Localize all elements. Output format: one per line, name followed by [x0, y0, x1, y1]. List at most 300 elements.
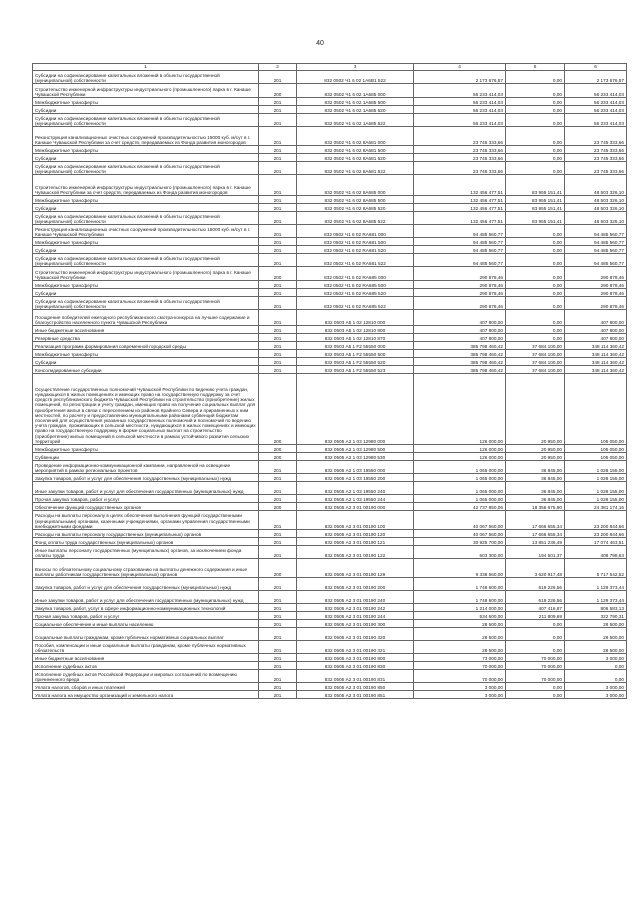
row-approved-amount: 28 500,00 [414, 641, 506, 654]
row-approved-amount: 56 233 414,03 [414, 114, 506, 127]
row-admin-code: 200 [259, 453, 297, 461]
row-unexecuted-amount: 3 000,00 [565, 654, 627, 662]
row-name: Межбюджетные трансферты [33, 146, 259, 154]
table-row [33, 591, 627, 604]
row-unexecuted-amount: 48 503 326,10 [565, 175, 627, 196]
row-executed-amount: 0,00 [506, 691, 565, 699]
row-unexecuted-amount: 1 028 155,00 [565, 495, 627, 503]
row-executed-amount: 37 684 100,00 [506, 366, 565, 374]
row-admin-code: 201 [259, 358, 297, 366]
row-name: Прочая закупка товаров, работ и услуг [33, 612, 259, 620]
row-approved-amount: 407 800,00 [414, 310, 506, 326]
table-row [33, 162, 627, 175]
row-admin-code: 201 [259, 683, 297, 691]
row-classification-code: 832 0505 А2 3 01 00190 831 [297, 670, 414, 683]
row-name: Субсидии на софинансирование капитальных вложений в объекты государственной (муниципальной) собственности [33, 212, 259, 225]
row-classification-code: 832 0502 Ч1 6 02 RА681 500 [297, 238, 414, 246]
row-name: Межбюджетные трансферты [33, 238, 259, 246]
row-classification-code: 832 0505 А2 1 03 19550 000 [297, 461, 414, 474]
table-row [33, 461, 627, 474]
row-admin-code: 201 [259, 146, 297, 154]
table-row [33, 641, 627, 654]
table-row [33, 654, 627, 662]
row-approved-amount: 603 300,00 [414, 546, 506, 559]
table-row [33, 350, 627, 358]
row-approved-amount: 28 500,00 [414, 620, 506, 628]
row-name: Резервные средства [33, 334, 259, 342]
row-unexecuted-amount: 105 050,00 [565, 453, 627, 461]
row-executed-amount: 0,00 [506, 641, 565, 654]
row-name: Субвенции [33, 453, 259, 461]
table-row [33, 342, 627, 350]
row-name: Субсидии на софинансирование капитальных вложений в объекты государственной (муниципальной) собственности [33, 114, 259, 127]
row-name: Субсидии на софинансирование капитальных вложений в объекты государственной (муниципальной) собственности [33, 297, 259, 310]
row-unexecuted-amount: 94 485 560,77 [565, 254, 627, 267]
row-executed-amount: 17 666 655,34 [506, 530, 565, 538]
table-row [33, 662, 627, 670]
row-approved-amount: 70 000,00 [414, 662, 506, 670]
row-unexecuted-amount: 806 583,13 [565, 604, 627, 612]
row-name: Фонд оплаты труда государственных (муниципальных) органов [33, 538, 259, 546]
row-name: Строительство инженерной инфраструктуры индустриального (промышленного) парка в г. Канаше Чувашской Республики за счет средств, передаваемых из Фонда развития моногородов [33, 175, 259, 196]
table-row [33, 246, 627, 254]
row-approved-amount: 94 485 560,77 [414, 254, 506, 267]
row-approved-amount: 1 748 600,00 [414, 591, 506, 604]
row-classification-code: 832 0505 А2 3 01 00190 851 [297, 691, 414, 699]
row-approved-amount: 385 798 460,42 [414, 358, 506, 366]
row-classification-code: 832 0505 А2 3 01 00190 129 [297, 559, 414, 578]
row-classification-code: 832 0502 Ч1 6 02 1А685 500 [297, 98, 414, 106]
row-classification-code: 832 0502 Ч1 6 02 RА685 522 [297, 297, 414, 310]
row-admin-code: 201 [259, 289, 297, 297]
row-admin-code: 201 [259, 578, 297, 591]
row-executed-amount: 70 000,00 [506, 662, 565, 670]
row-unexecuted-amount: 5 717 642,52 [565, 559, 627, 578]
row-classification-code: 832 0505 А2 3 01 00190 000 [297, 503, 414, 511]
row-name: Субсидии на софинансирование капитальных вложений в объекты государственной (муниципальной) собственности [33, 71, 259, 84]
row-executed-amount: 0,00 [506, 98, 565, 106]
row-approved-amount: 2 173 676,57 [414, 71, 506, 84]
row-classification-code: 832 0503 А5 1 F2 55550 520 [297, 358, 414, 366]
row-unexecuted-amount: 2 173 676,57 [565, 71, 627, 84]
row-approved-amount: 94 485 560,77 [414, 225, 506, 238]
row-approved-amount: 407 800,00 [414, 334, 506, 342]
row-name: Субсидии [33, 289, 259, 297]
row-classification-code: 832 0502 Ч1 6 02 8А685 522 [297, 212, 414, 225]
row-admin-code: 201 [259, 106, 297, 114]
column-header: 1 [33, 64, 259, 71]
row-classification-code: 832 0505 А2 3 01 00190 321 [297, 641, 414, 654]
row-admin-code: 201 [259, 342, 297, 350]
row-admin-code: 201 [259, 366, 297, 374]
table-row [33, 106, 627, 114]
row-executed-amount: 17 666 655,34 [506, 511, 565, 530]
row-admin-code: 201 [259, 482, 297, 495]
row-unexecuted-amount: 56 233 414,03 [565, 98, 627, 106]
row-executed-amount: 407 416,87 [506, 604, 565, 612]
row-name: Закупка товаров, работ, услуг в сфере информационно-коммуникационных технологий [33, 604, 259, 612]
row-classification-code: 832 0505 А2 3 01 00190 242 [297, 604, 414, 612]
row-unexecuted-amount: 0,00 [565, 670, 627, 683]
row-classification-code: 832 0505 А2 1 03 12980 000 [297, 374, 414, 445]
row-unexecuted-amount: 48 503 326,10 [565, 212, 627, 225]
row-name: Строительство инженерной инфраструктуры индустриального (промышленного) парка в г. Канаше Чувашской Республики [33, 267, 259, 281]
row-unexecuted-amount: 23 745 333,66 [565, 127, 627, 146]
table-row [33, 289, 627, 297]
row-admin-code: 201 [259, 628, 297, 641]
row-unexecuted-amount: 105 050,00 [565, 445, 627, 453]
row-unexecuted-amount: 408 798,63 [565, 546, 627, 559]
row-classification-code: 832 0505 А2 3 01 00190 120 [297, 530, 414, 538]
row-admin-code: 200 [259, 374, 297, 445]
table-row [33, 453, 627, 461]
row-classification-code: 832 0502 Ч1 6 02 RА685 500 [297, 281, 414, 289]
table-row [33, 495, 627, 503]
row-admin-code: 201 [259, 98, 297, 106]
row-name: Осуществление государственных полномочий Чувашской Республики по ведению учета граждан, нуждающихся в жилых помещениях и имеющих право на государственную поддержку за счет средств республиканского бюджета Чувашской Республики на строительство (приобретение) жилых помещений, по регистрации и учету граждан, имеющих право на получение социальных выплат для приобретения жилья в связи с переселением из районов Крайнего Севера и приравненных к ним местностей, по расчету и предоставлению муниципальными районами субвенций бюджетам поселений для осуществления указанных государственных полномочий и полномочий по ведению учета граждан, проживающих в сельской местности, нуждающихся в жилых помещениях и имеющих право на государственную поддержку в форме социальных выплат на строительство (приобретение) жилых помещений в сельской местности в рамках устойчивого развития сельских территорий [33, 374, 259, 445]
row-name: Исполнение судебных актов Российской Федерации и мировых соглашений по возмещению причиненного вреда [33, 670, 259, 683]
row-approved-amount: 1 065 000,00 [414, 495, 506, 503]
row-approved-amount: 1 214 000,00 [414, 604, 506, 612]
row-approved-amount: 28 500,00 [414, 628, 506, 641]
row-classification-code: 832 0503 А5 1 02 12810 800 [297, 326, 414, 334]
row-executed-amount: 36 845,00 [506, 495, 565, 503]
row-unexecuted-amount: 94 485 560,77 [565, 246, 627, 254]
row-classification-code: 832 0502 Ч1 6 02 RА685 520 [297, 289, 414, 297]
row-executed-amount: 619 226,56 [506, 578, 565, 591]
row-name: Иные закупки товаров, работ и услуг для обеспечения государственных (муниципальных) нужд [33, 482, 259, 495]
row-unexecuted-amount: 23 200 844,66 [565, 511, 627, 530]
row-approved-amount: 132 456 477,51 [414, 175, 506, 196]
column-header: 5 [506, 64, 565, 71]
row-classification-code: 832 0503 А5 1 F2 55550 000 [297, 342, 414, 350]
row-admin-code: 201 [259, 71, 297, 84]
row-admin-code: 201 [259, 281, 297, 289]
budget-execution-table [32, 63, 627, 699]
row-unexecuted-amount: 3 000,00 [565, 683, 627, 691]
row-classification-code: 832 0503 А5 1 F2 55550 500 [297, 350, 414, 358]
row-approved-amount: 1 065 000,00 [414, 482, 506, 495]
row-approved-amount: 1 065 000,00 [414, 474, 506, 482]
row-name: Исполнение судебных актов [33, 662, 259, 670]
row-approved-amount: 132 456 477,51 [414, 204, 506, 212]
table-row [33, 196, 627, 204]
row-classification-code: 832 0502 Ч1 6 02 RА685 000 [297, 267, 414, 281]
row-executed-amount: 18 356 675,90 [506, 503, 565, 511]
row-classification-code: 832 0503 А5 1 02 12810 000 [297, 310, 414, 326]
row-executed-amount: 0,00 [506, 127, 565, 146]
row-approved-amount: 132 456 477,51 [414, 212, 506, 225]
row-admin-code: 201 [259, 654, 297, 662]
row-unexecuted-amount: 290 878,46 [565, 267, 627, 281]
row-approved-amount: 407 800,00 [414, 326, 506, 334]
row-approved-amount: 94 485 560,77 [414, 246, 506, 254]
table-row [33, 238, 627, 246]
row-executed-amount: 0,00 [506, 267, 565, 281]
row-executed-amount: 0,00 [506, 106, 565, 114]
row-classification-code: 832 0505 А2 3 01 00190 121 [297, 538, 414, 546]
row-unexecuted-amount: 3 000,00 [565, 691, 627, 699]
row-unexecuted-amount: 348 114 360,42 [565, 366, 627, 374]
row-unexecuted-amount: 24 381 174,16 [565, 503, 627, 511]
row-unexecuted-amount: 56 233 414,03 [565, 106, 627, 114]
table-row [33, 127, 627, 146]
row-name: Межбюджетные трансферты [33, 196, 259, 204]
row-unexecuted-amount: 1 129 373,44 [565, 591, 627, 604]
row-name: Субсидии [33, 106, 259, 114]
row-name: Закупка товаров, работ и услуг для обеспечения государственных (муниципальных) нужд [33, 474, 259, 482]
row-classification-code: 832 0505 А2 1 03 12980 530 [297, 453, 414, 461]
row-executed-amount: 36 845,00 [506, 461, 565, 474]
row-admin-code: 201 [259, 641, 297, 654]
row-name: Реконструкция канализационных очистных сооружений производительностью 15000 куб. м/сут в г. Канаше Чувашской Республики за счет средств, передаваемых из Фонда развития моногородов [33, 127, 259, 146]
table-row [33, 503, 627, 511]
row-approved-amount: 290 878,46 [414, 289, 506, 297]
row-executed-amount: 0,00 [506, 334, 565, 342]
row-unexecuted-amount: 48 503 326,10 [565, 204, 627, 212]
row-approved-amount: 126 000,00 [414, 453, 506, 461]
row-executed-amount: 0,00 [506, 238, 565, 246]
row-unexecuted-amount: 94 485 560,77 [565, 225, 627, 238]
table-row [33, 691, 627, 699]
row-classification-code: 832 0502 Ч1 6 02 8А685 000 [297, 175, 414, 196]
row-executed-amount: 3 620 917,48 [506, 559, 565, 578]
row-approved-amount: 94 485 560,77 [414, 238, 506, 246]
row-name: Обеспечение функций государственных органов [33, 503, 259, 511]
row-unexecuted-amount: 28 500,00 [565, 641, 627, 654]
row-unexecuted-amount: 23 200 844,66 [565, 530, 627, 538]
row-name: Взносы по обязательному социальному страхованию на выплаты денежного содержания и иные выплаты работникам государственных (муниципальных) органов [33, 559, 259, 578]
row-approved-amount: 40 067 560,00 [414, 511, 506, 530]
row-approved-amount: 30 925 700,00 [414, 538, 506, 546]
row-classification-code: 832 0505 А2 3 01 00190 240 [297, 591, 414, 604]
row-classification-code: 832 0505 А2 3 01 00190 830 [297, 662, 414, 670]
row-admin-code: 201 [259, 297, 297, 310]
table-row [33, 482, 627, 495]
table-row [33, 98, 627, 106]
row-unexecuted-amount: 407 800,00 [565, 334, 627, 342]
row-classification-code: 832 0502 Ч1 6 02 8А681 522 [297, 162, 414, 175]
row-classification-code: 832 0505 А2 1 03 19550 200 [297, 474, 414, 482]
row-name: Социальные выплаты гражданам, кроме публичных нормативных социальных выплат [33, 628, 259, 641]
row-name: Межбюджетные трансферты [33, 350, 259, 358]
row-approved-amount: 40 067 560,00 [414, 530, 506, 538]
row-approved-amount: 385 798 460,42 [414, 350, 506, 358]
row-unexecuted-amount: 1 028 155,00 [565, 482, 627, 495]
row-executed-amount: 83 955 151,41 [506, 175, 565, 196]
row-executed-amount: 0,00 [506, 84, 565, 98]
row-unexecuted-amount: 23 745 333,66 [565, 154, 627, 162]
row-admin-code: 201 [259, 604, 297, 612]
row-admin-code: 201 [259, 225, 297, 238]
row-executed-amount: 0,00 [506, 310, 565, 326]
row-name: Субсидии [33, 246, 259, 254]
row-classification-code: 832 0502 Ч1 6 02 RА681 000 [297, 225, 414, 238]
row-admin-code: 201 [259, 612, 297, 620]
row-unexecuted-amount: 407 800,00 [565, 326, 627, 334]
row-name: Иные бюджетные ассигнования [33, 654, 259, 662]
row-approved-amount: 132 456 477,51 [414, 196, 506, 204]
row-unexecuted-amount: 56 233 414,03 [565, 84, 627, 98]
row-unexecuted-amount: 348 114 360,42 [565, 342, 627, 350]
row-admin-code: 201 [259, 591, 297, 604]
row-classification-code: 832 0505 А2 3 01 00190 320 [297, 628, 414, 641]
row-admin-code: 201 [259, 162, 297, 175]
row-admin-code: 200 [259, 84, 297, 98]
row-executed-amount: 37 684 100,00 [506, 350, 565, 358]
row-executed-amount: 70 000,00 [506, 654, 565, 662]
row-classification-code: 832 0502 Ч1 6 02 8А681 000 [297, 127, 414, 146]
row-unexecuted-amount: 94 485 560,77 [565, 238, 627, 246]
table-row [33, 281, 627, 289]
row-classification-code: 832 0502 Ч1 6 02 1А6В1 522 [297, 71, 414, 84]
row-admin-code: 200 [259, 445, 297, 453]
row-admin-code: 201 [259, 196, 297, 204]
table-row [33, 146, 627, 154]
table-row [33, 628, 627, 641]
row-classification-code: 832 0505 А2 3 01 00190 300 [297, 620, 414, 628]
table-row [33, 474, 627, 482]
row-admin-code: 201 [259, 114, 297, 127]
row-name: Реализация программ формирования современной городской среды [33, 342, 259, 350]
table-row [33, 358, 627, 366]
row-approved-amount: 9 338 560,00 [414, 559, 506, 578]
row-name: Межбюджетные трансферты [33, 281, 259, 289]
row-admin-code: 201 [259, 238, 297, 246]
row-admin-code: 200 [259, 559, 297, 578]
row-classification-code: 832 0505 А2 3 01 00190 850 [297, 683, 414, 691]
row-executed-amount: 37 684 100,00 [506, 358, 565, 366]
row-name: Межбюджетные трансферты [33, 445, 259, 453]
row-admin-code: 201 [259, 474, 297, 482]
row-name: Уплата налогов, сборов и иных платежей [33, 683, 259, 691]
row-executed-amount: 0,00 [506, 620, 565, 628]
row-executed-amount: 0,00 [506, 297, 565, 310]
row-unexecuted-amount: 28 500,00 [565, 628, 627, 641]
row-classification-code: 832 0505 А2 3 01 00190 244 [297, 612, 414, 620]
row-name: Поощрение победителей ежегодного республиканского смотра-конкурса на лучшее содержание и благоустройство населенного пункта Чувашской Республики [33, 310, 259, 326]
table-row [33, 445, 627, 453]
table-row [33, 683, 627, 691]
row-classification-code: 832 0505 А2 3 01 00190 200 [297, 578, 414, 591]
row-executed-amount: 83 955 151,41 [506, 212, 565, 225]
row-admin-code: 201 [259, 691, 297, 699]
row-executed-amount: 0,00 [506, 683, 565, 691]
row-unexecuted-amount: 1 129 373,44 [565, 578, 627, 591]
row-admin-code: 201 [259, 495, 297, 503]
row-unexecuted-amount: 28 500,00 [565, 620, 627, 628]
row-unexecuted-amount: 348 114 360,42 [565, 350, 627, 358]
table-row [33, 538, 627, 546]
row-unexecuted-amount: 290 878,46 [565, 297, 627, 310]
row-admin-code: 201 [259, 530, 297, 538]
row-approved-amount: 23 745 333,66 [414, 162, 506, 175]
table-row [33, 546, 627, 559]
row-executed-amount: 194 501,37 [506, 546, 565, 559]
row-name: Иные бюджетные ассигнования [33, 326, 259, 334]
row-executed-amount: 0,00 [506, 146, 565, 154]
row-classification-code: 832 0502 Ч1 6 02 8А681 520 [297, 154, 414, 162]
table-row [33, 310, 627, 326]
column-header: 2 [259, 64, 297, 71]
row-executed-amount: 13 851 236,49 [506, 538, 565, 546]
row-approved-amount: 126 000,00 [414, 374, 506, 445]
row-name: Прочая закупка товаров, работ и услуг [33, 495, 259, 503]
column-number-row [33, 64, 627, 71]
row-approved-amount: 70 000,00 [414, 670, 506, 683]
page-number: 40 [316, 40, 324, 47]
row-classification-code: 832 0505 А2 1 03 19550 244 [297, 495, 414, 503]
row-name: Реконструкция канализационных очистных сооружений производительностью 15000 куб. м/сут в г. Канаше Чувашской Республики [33, 225, 259, 238]
row-approved-amount: 23 745 333,66 [414, 127, 506, 146]
table-row [33, 612, 627, 620]
row-classification-code: 832 0505 А2 3 01 00190 122 [297, 546, 414, 559]
row-unexecuted-amount: 290 878,46 [565, 281, 627, 289]
row-approved-amount: 56 233 414,03 [414, 106, 506, 114]
row-executed-amount: 0,00 [506, 326, 565, 334]
row-approved-amount: 126 000,00 [414, 445, 506, 453]
row-approved-amount: 290 878,46 [414, 297, 506, 310]
table-row [33, 297, 627, 310]
table-row [33, 511, 627, 530]
row-classification-code: 832 0505 А2 1 03 12980 500 [297, 445, 414, 453]
row-admin-code: 200 [259, 503, 297, 511]
row-executed-amount: 0,00 [506, 289, 565, 297]
row-classification-code: 832 0505 А2 1 03 19550 240 [297, 482, 414, 495]
row-unexecuted-amount: 322 790,31 [565, 612, 627, 620]
row-executed-amount: 20 950,00 [506, 453, 565, 461]
row-unexecuted-amount: 407 800,00 [565, 310, 627, 326]
row-classification-code: 832 0502 Ч1 6 02 1А685 522 [297, 114, 414, 127]
row-name: Строительство инженерной инфраструктуры индустриального (промышленного) парка в г. Канаше Чувашской Республики [33, 84, 259, 98]
row-name: Иные выплаты персоналу государственных (муниципальных) органов, за исключением фонда оплаты труда [33, 546, 259, 559]
row-name: Расходы на выплаты персоналу государственных (муниципальных) органов [33, 530, 259, 538]
row-admin-code: 201 [259, 620, 297, 628]
table-row [33, 530, 627, 538]
row-admin-code: 201 [259, 538, 297, 546]
row-approved-amount: 1 065 000,00 [414, 461, 506, 474]
row-executed-amount: 20 950,00 [506, 445, 565, 453]
row-approved-amount: 3 000,00 [414, 691, 506, 699]
row-approved-amount: 56 233 414,03 [414, 98, 506, 106]
table-row [33, 114, 627, 127]
row-name: Субсидии на софинансирование капитальных вложений в объекты государственной (муниципальной) собственности [33, 162, 259, 175]
row-unexecuted-amount: 0,00 [565, 662, 627, 670]
row-unexecuted-amount: 348 114 360,42 [565, 358, 627, 366]
row-approved-amount: 290 878,46 [414, 267, 506, 281]
row-executed-amount: 20 950,00 [506, 374, 565, 445]
row-name: Иные закупки товаров, работ и услуг для обеспечения государственных (муниципальных) нужд [33, 591, 259, 604]
row-approved-amount: 3 000,00 [414, 683, 506, 691]
row-executed-amount: 0,00 [506, 154, 565, 162]
table-body [33, 71, 627, 699]
row-unexecuted-amount: 17 074 463,51 [565, 538, 627, 546]
row-name: Межбюджетные трансферты [33, 98, 259, 106]
row-unexecuted-amount: 105 050,00 [565, 374, 627, 445]
column-header: 3 [297, 64, 414, 71]
row-executed-amount: 83 955 151,41 [506, 196, 565, 204]
row-executed-amount: 0,00 [506, 114, 565, 127]
table-row [33, 267, 627, 281]
table-row [33, 334, 627, 342]
row-unexecuted-amount: 56 233 414,03 [565, 114, 627, 127]
row-executed-amount: 211 809,69 [506, 612, 565, 620]
row-executed-amount: 0,00 [506, 162, 565, 175]
row-classification-code: 832 0502 Ч1 6 02 8А681 500 [297, 146, 414, 154]
row-name: Закупка товаров, работ и услуг для обеспечения государственных (муниципальных) нужд [33, 578, 259, 591]
row-classification-code: 832 0503 А5 1 02 12810 870 [297, 334, 414, 342]
row-classification-code: 832 0502 Ч1 6 02 8А685 520 [297, 204, 414, 212]
